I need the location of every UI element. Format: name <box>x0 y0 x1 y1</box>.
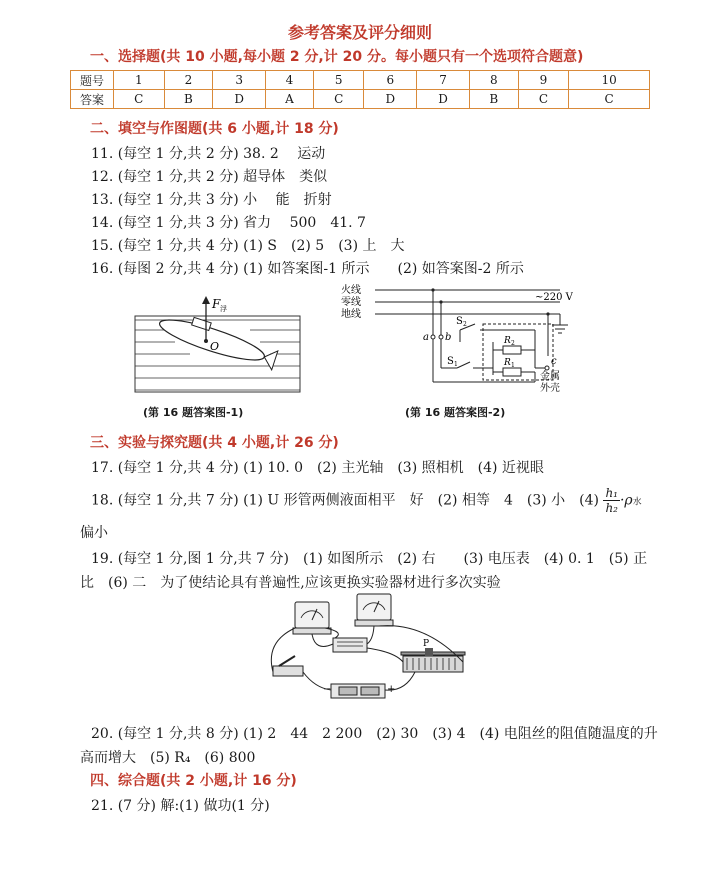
answer-q18 <box>91 486 642 515</box>
meter-left <box>293 602 331 634</box>
table-cell-number: 1 <box>114 71 165 90</box>
table-cell-answer: D <box>213 90 266 109</box>
table-cell-answer: B <box>469 90 518 109</box>
answer-q20-line1: 20. (每空 1 分,共 8 分) (1) 2 44 2 200 (2) 30 (3) 4 (4) 电阻丝的阻值随温度的升 <box>91 726 658 742</box>
ground-wire-label: 地线 <box>341 309 361 320</box>
terminal-c <box>545 366 549 370</box>
figure-16-2-circuit <box>335 280 595 400</box>
svg-text:+: + <box>387 684 396 695</box>
section-3-title: 三、实验与探究题 <box>90 435 202 451</box>
metal-shell-label-1: 金属 <box>540 371 560 382</box>
table-cell-number: 6 <box>364 71 417 90</box>
fraction-numerator: h₁ <box>605 486 618 500</box>
neutral-wire-label: 零线 <box>341 297 361 308</box>
fraction-denominator: h₂ <box>605 501 618 515</box>
live-wire-label: 火线 <box>341 285 361 296</box>
number-row-label: 题号 <box>71 71 114 90</box>
section-3-heading <box>90 432 339 452</box>
resistor-r1-subscript: 1 <box>511 362 515 369</box>
figure-16-1-submarine <box>130 290 305 395</box>
table-cell-answer: C <box>569 90 650 109</box>
table-cell-number: 4 <box>265 71 313 90</box>
answer-row-label: 答案 <box>71 90 114 109</box>
resistor-r2-subscript: 2 <box>511 340 515 347</box>
answer-q19-line1: 19. (每空 1 分,图 1 分,共 7 分) (1) 如图所示 (2) 右 (3) 电压表 (4) 0. 1 (5) 正 <box>91 551 648 567</box>
resistor-r2 <box>503 346 521 354</box>
switch-s1-label: S <box>447 356 454 367</box>
section-4-note: (共 2 小题,计 16 分) <box>160 773 297 789</box>
voltage-label: ~220 V <box>535 292 573 303</box>
answer-table-answer-row <box>71 90 650 109</box>
answer-q18-line2: 偏小 <box>80 525 108 541</box>
answer-q13: 13. (每空 1 分,共 3 分) 小 能 折射 <box>91 192 332 208</box>
terminal-b <box>439 335 443 339</box>
slider-p-label: P <box>423 639 430 649</box>
section-4-heading <box>90 770 297 790</box>
switch-s1-subscript: 1 <box>454 361 458 368</box>
resistor-block <box>333 638 367 652</box>
answer-table-number-row <box>71 71 650 90</box>
table-cell-number: 3 <box>213 71 266 90</box>
force-label: F <box>212 297 221 311</box>
section-3-note: (共 4 小题,计 26 分) <box>202 435 339 451</box>
section-1-heading <box>90 46 583 66</box>
answer-q18-text: 18. (每空 1 分,共 7 分) (1) U 形管两侧液面相平 好 (2) 相等 4 (3) 小 (4) <box>91 492 599 509</box>
resistor-r1 <box>503 368 521 376</box>
table-cell-answer: A <box>265 90 313 109</box>
fraction-h1-h2 <box>603 486 620 515</box>
meter-right <box>355 594 393 626</box>
section-1-title: 一、选择题 <box>90 49 160 65</box>
table-cell-answer: B <box>164 90 213 109</box>
metal-shell-label-2: 外壳 <box>540 383 560 394</box>
force-subscript: 浮 <box>220 305 227 313</box>
rheostat <box>401 648 465 672</box>
table-cell-number: 5 <box>313 71 364 90</box>
page-title: 参考答案及评分细则 <box>287 23 432 42</box>
switch <box>273 656 303 676</box>
answer-q14: 14. (每空 1 分,共 3 分) 省力 500 41. 7 <box>91 215 366 231</box>
table-cell-answer: D <box>364 90 417 109</box>
table-cell-number: 10 <box>569 71 650 90</box>
table-cell-answer: C <box>313 90 364 109</box>
figure-19-apparatus <box>265 592 475 710</box>
section-2-title: 二、填空与作图题 <box>90 121 202 137</box>
answer-q21: 21. (7 分) 解:(1) 做功(1 分) <box>91 798 270 814</box>
terminal-c-label: c <box>551 356 557 367</box>
section-2-note: (共 6 小题,计 18 分) <box>202 121 339 137</box>
density-symbol: ·ρ <box>619 492 633 509</box>
table-cell-number: 9 <box>518 71 569 90</box>
answer-q15: 15. (每空 1 分,共 4 分) (1) S (2) 5 (3) 上 大 <box>91 238 405 254</box>
section-2-heading <box>90 118 339 138</box>
table-cell-number: 8 <box>469 71 518 90</box>
terminal-b-label: b <box>445 332 452 343</box>
answer-table <box>70 70 650 109</box>
resistor-r2-label: R <box>504 336 511 346</box>
terminal-a-label: a <box>423 332 429 343</box>
svg-text:−: − <box>323 684 332 695</box>
figure-16-2-caption: (第 16 题答案图-2) <box>405 406 506 419</box>
answer-q11: 11. (每空 1 分,共 2 分) 38. 2 运动 <box>91 146 326 162</box>
table-cell-answer: C <box>518 90 569 109</box>
battery-box <box>323 684 395 698</box>
terminal-a <box>431 335 435 339</box>
figure-16-1-caption: (第 16 题答案图-1) <box>143 406 244 419</box>
section-4-title: 四、综合题 <box>90 773 160 789</box>
answer-q17: 17. (每空 1 分,共 4 分) (1) 10. 0 (2) 主光轴 (3) 照相机 (4) 近视眼 <box>91 460 544 476</box>
table-cell-number: 2 <box>164 71 213 90</box>
answer-q12: 12. (每空 1 分,共 2 分) 超导体 类似 <box>91 169 328 185</box>
point-o-label: O <box>210 340 220 353</box>
table-cell-answer: D <box>417 90 470 109</box>
answer-q16: 16. (每图 2 分,共 4 分) (1) 如答案图-1 所示 (2) 如答案图-2 所示 <box>91 261 524 277</box>
answer-q20-line2: 高而增大 (5) R₄ (6) 800 <box>80 750 256 766</box>
switch-s2-subscript: 2 <box>463 321 467 328</box>
switch-s2-label: S <box>456 316 463 327</box>
density-subscript: 水 <box>632 497 642 508</box>
table-cell-answer: C <box>114 90 165 109</box>
table-cell-number: 7 <box>417 71 470 90</box>
section-1-note: (共 10 小题,每小题 2 分,计 20 分。每小题只有一个选项符合题意) <box>160 49 584 65</box>
resistor-r1-label: R <box>504 358 511 368</box>
answer-q19-line2: 比 (6) 二 为了使结论具有普遍性,应该更换实验器材进行多次实验 <box>80 575 501 591</box>
